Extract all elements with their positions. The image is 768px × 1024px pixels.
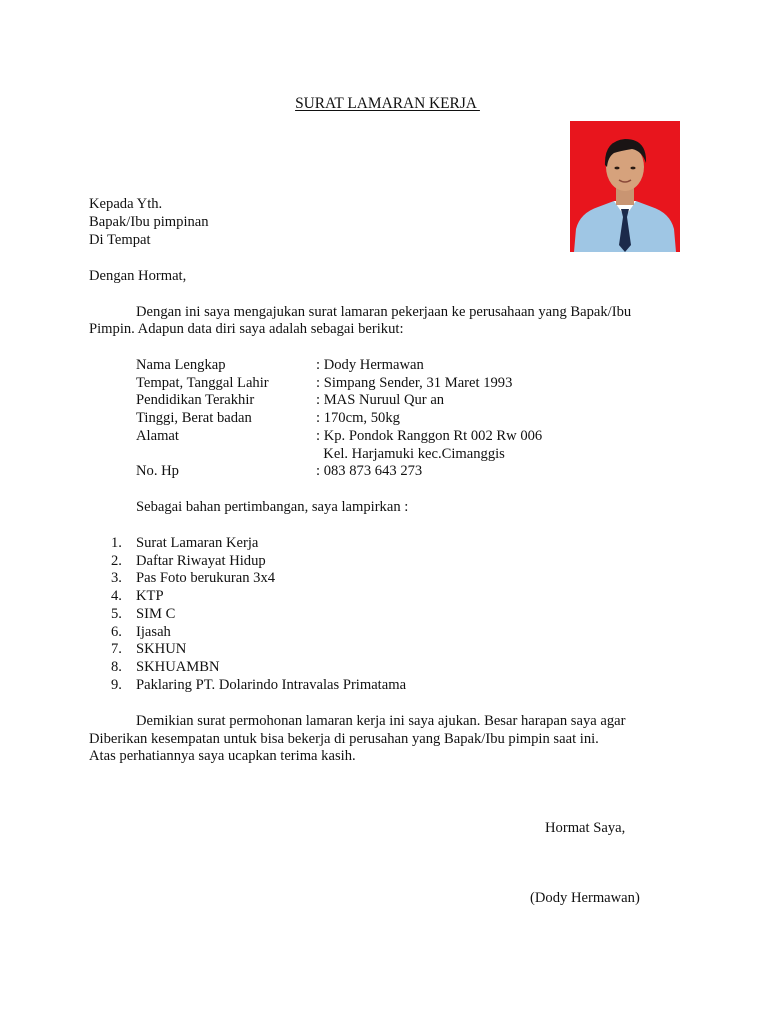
- detail-label-education: Pendidikan Terakhir: [136, 392, 255, 408]
- list-item-number: 2.: [111, 553, 122, 569]
- list-item: Pas Foto berukuran 3x4: [136, 570, 276, 586]
- list-item: SIM C: [136, 606, 176, 622]
- detail-label-address: Alamat: [136, 428, 179, 444]
- detail-label-height-weight: Tinggi, Berat badan: [136, 410, 252, 426]
- list-item-number: 5.: [111, 606, 122, 622]
- detail-value-education: : MAS Nuruul Qur an: [316, 392, 445, 408]
- applicant-photo: [570, 121, 680, 252]
- recipient-line-1: Kepada Yth.: [89, 196, 163, 212]
- intro-paragraph-line-1: Dengan ini saya mengajukan surat lamaran pekerjaan ke perusahaan yang Bapak/Ibu: [136, 304, 632, 320]
- applicant-photo-illustration: [570, 121, 680, 252]
- list-item: Paklaring PT. Dolarindo Intravalas Primatama: [136, 677, 407, 693]
- intro-paragraph-line-2: Pimpin. Adapun data diri saya adalah sebagai berikut:: [89, 321, 404, 337]
- list-item-number: 7.: [111, 641, 122, 657]
- list-item-number: 1.: [111, 535, 122, 551]
- list-item: SKHUAMBN: [136, 659, 220, 675]
- closing-paragraph-line-3: Atas perhatiannya saya ucapkan terima kasih.: [89, 748, 356, 764]
- list-item: KTP: [136, 588, 164, 604]
- detail-value-phone: : 083 873 643 273: [316, 463, 423, 479]
- list-item: Daftar Riwayat Hidup: [136, 553, 266, 569]
- detail-label-phone: No. Hp: [136, 463, 179, 479]
- closing-paragraph-line-1: Demikian surat permohonan lamaran kerja ini saya ajukan. Besar harapan saya agar: [136, 713, 626, 729]
- list-item-number: 4.: [111, 588, 122, 604]
- list-item-number: 8.: [111, 659, 122, 675]
- recipient-line-3: Di Tempat: [89, 232, 151, 248]
- signoff: Hormat Saya,: [545, 820, 626, 836]
- detail-value-address: : Kp. Pondok Ranggon Rt 002 Rw 006: [316, 428, 543, 444]
- recipient-line-2: Bapak/Ibu pimpinan: [89, 214, 209, 230]
- list-item: Ijasah: [136, 624, 171, 640]
- detail-value-birth: : Simpang Sender, 31 Maret 1993: [316, 375, 513, 391]
- list-item-number: 3.: [111, 570, 122, 586]
- attachments-intro: Sebagai bahan pertimbangan, saya lampirkan :: [136, 499, 409, 515]
- closing-paragraph-line-2: Diberikan kesempatan untuk bisa bekerja di perusahan yang Bapak/Ibu pimpin saat ini.: [89, 731, 599, 747]
- list-item-number: 9.: [111, 677, 122, 693]
- detail-label-name: Nama Lengkap: [136, 357, 226, 373]
- page-title: SURAT LAMARAN KERJA: [295, 95, 480, 112]
- greeting: Dengan Hormat,: [89, 268, 187, 284]
- list-item: Surat Lamaran Kerja: [136, 535, 259, 551]
- detail-label-birth: Tempat, Tanggal Lahir: [136, 375, 269, 391]
- list-item-number: 6.: [111, 624, 122, 640]
- signature-name: (Dody Hermawan): [530, 890, 640, 906]
- detail-value-address-cont: Kel. Harjamuki kec.Cimanggis: [316, 446, 505, 462]
- list-item: SKHUN: [136, 641, 187, 657]
- detail-value-height-weight: : 170cm, 50kg: [316, 410, 400, 426]
- detail-value-name: : Dody Hermawan: [316, 357, 424, 373]
